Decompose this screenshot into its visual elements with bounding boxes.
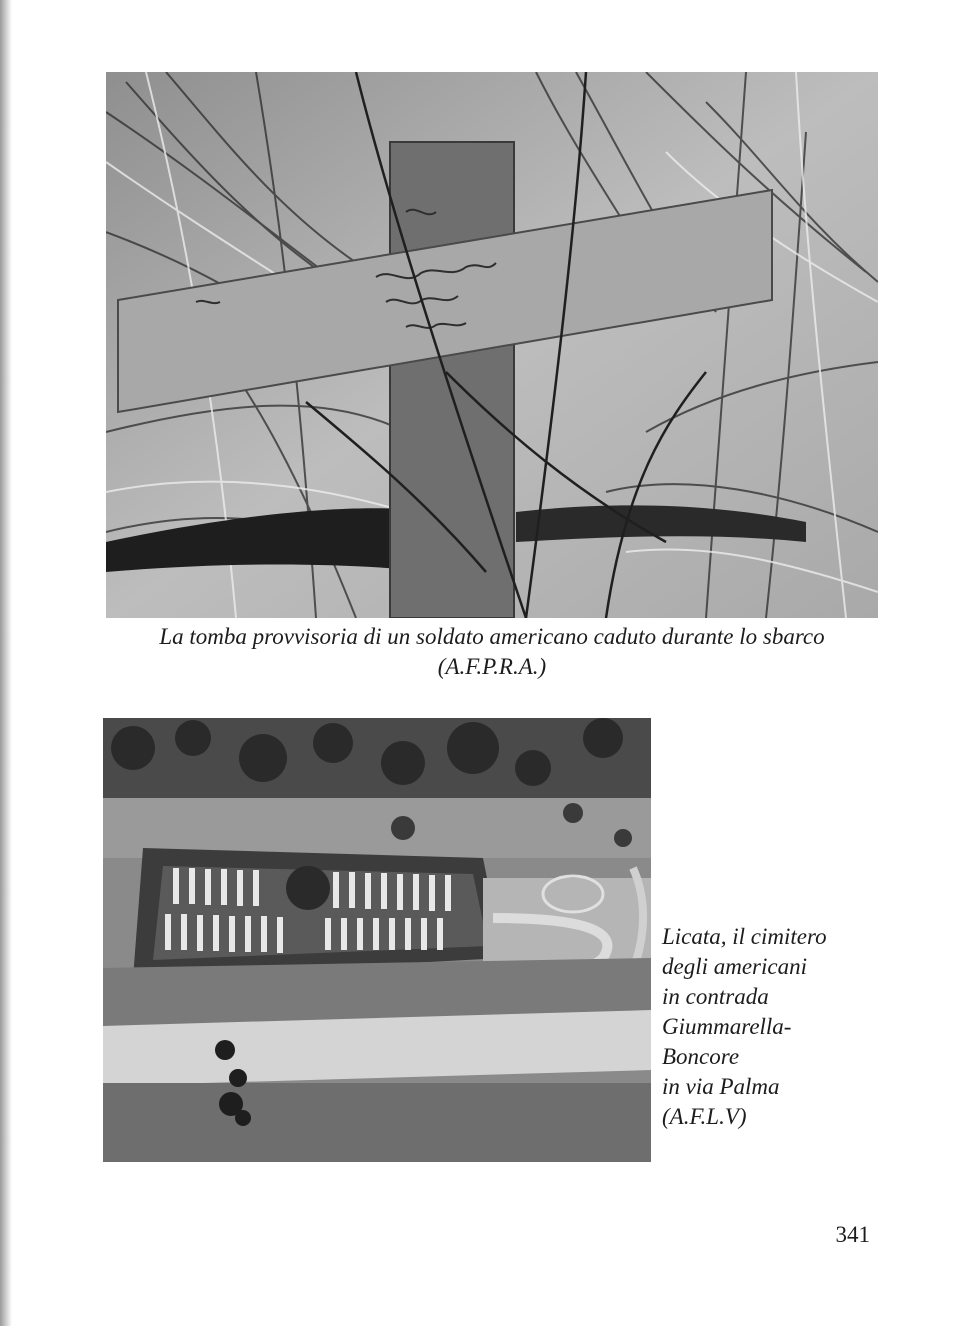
- caption-line: degli americani: [662, 954, 807, 979]
- cemetery-caption: [662, 922, 862, 1132]
- page-number: 341: [835, 1222, 870, 1247]
- caption-line: Licata, il cimitero: [662, 924, 827, 949]
- caption-source: (A.F.P.R.A.): [437, 654, 547, 679]
- caption-line: in via Palma: [662, 1074, 780, 1099]
- caption-line: in contrada: [662, 984, 769, 1009]
- cemetery-aerial-photo: [103, 718, 651, 1162]
- caption-source: (A.F.L.V): [662, 1104, 747, 1129]
- caption-line: La tomba provvisoria di un soldato americano caduto durante lo sbarco: [159, 624, 825, 649]
- caption-line: Giummarella-: [662, 1014, 792, 1039]
- grave-cross-caption: [106, 622, 878, 682]
- grave-cross-photo: [106, 72, 878, 618]
- caption-line: Boncore: [662, 1044, 740, 1069]
- page-binding-edge: [0, 0, 12, 1326]
